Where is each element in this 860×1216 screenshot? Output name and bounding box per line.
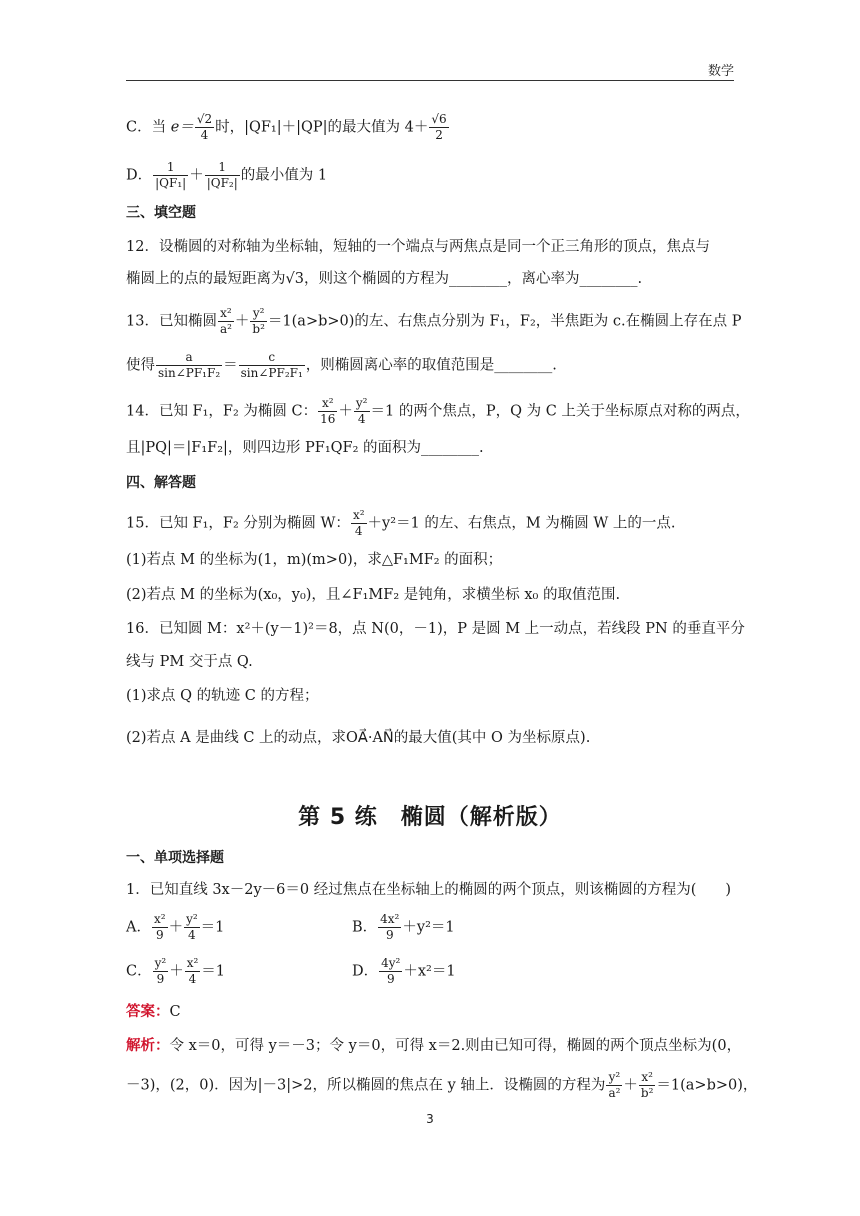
question-14-line-2: 且|PQ|＝|F₁F₂|，则四边形 PF₁QF₂ 的面积为________. [126,440,484,456]
section-heading-fill-in: 三、填空题 [126,205,196,221]
question-16-part-1: (1)求点 Q 的轨迹 C 的方程； [126,688,319,704]
answer-line [126,1002,181,1022]
option-b: B． $\frac{\text{4x²}}{9}$ ＋y²＝1 [352,912,455,942]
header-subject: 数学 [707,64,734,79]
option-d: D． $\frac{\text{4y²}}{9}$ ＋x²＝1 [352,956,456,986]
solution-line-1: 解析：令 x＝0，可得 y＝－3；令 y＝0，可得 x＝2.则由已知可得，椭圆的两个顶点坐标为(0， [126,1037,742,1054]
solution-label: 解析： [126,1037,170,1054]
answer-label: 答案： [126,1003,170,1020]
section-heading-answer: 四、解答题 [126,475,196,491]
option-c-line: C．当 e＝ $\frac{√2}{4}$ 时，|QF₁|＋|QP|的最大值为 4＋ $\frac{√6}{2}$ [126,112,447,142]
header-rule [126,80,734,81]
question-16-part-2: (2)若点 A 是曲线 C 上的动点，求OA⃗·AN⃗的最大值(其中 O 为坐标原点). [126,730,591,746]
option-d-line: D． $\frac{1}{\text{|QF₁|}}$ ＋ $\frac{1}{\text{|QF₂|}}$ 的最小值为 1 [126,160,328,190]
question-12-line-1: 12．设椭圆的对称轴为坐标轴，短轴的一个端点与两焦点是同一个正三角形的顶点，焦点与 [126,239,710,255]
question-16-line-2: 线与 PM 交于点 Q. [126,654,253,670]
answer-value: C [169,1004,181,1020]
question-13-line-2: 使得 $\frac{a}{\text{sin∠PF₁F₂}}$ ＝ $\frac{c}{\text{sin∠PF₂F₁}}$ ，则椭圆离心率的取值范围是________. [126,350,557,380]
page-number: 3 [426,1112,434,1126]
fraction: $\frac{1}{\text{|QF₂|}}$ [206,160,238,190]
question-15-part-2: (2)若点 M 的坐标为(x₀，y₀)，且∠F₁MF₂ 是钝角，求横坐标 x₀ 的取值范围. [126,587,621,603]
section-title: 第 5 练 椭圆（解析版） [298,805,562,830]
question-16-line-1: 16．已知圆 M：x²＋(y－1)²＝8，点 N(0，－1)，P 是圆 M 上一动点，若线段 PN 的垂直平分 [126,621,745,637]
option-a: A． $\frac{\text{x²}}{9}$ ＋ $\frac{\text{y²}}{4}$ ＝1 [126,912,225,942]
question-1-line: 1．已知直线 3x－2y－6＝0 经过焦点在坐标轴上的椭圆的两个顶点，则该椭圆的方程为( ) [126,882,732,898]
question-12-line-2: 椭圆上的点的最短距离为√3，则这个椭圆的方程为________，离心率为________. [126,271,643,287]
fraction: $\frac{√2}{4}$ [196,112,213,142]
section-heading-single-choice: 一、单项选择题 [126,850,224,866]
fraction: $\frac{1}{\text{|QF₁|}}$ [155,160,187,190]
question-15-line-1: 15．已知 F₁，F₂ 分别为椭圆 W： $\frac{\text{x²}}{4}$ ＋y²＝1 的左、右焦点，M 为椭圆 W 上的一点. [126,508,676,538]
question-13-line-1: 13．已知椭圆 $\frac{\text{x²}}{\text{a²}}$ ＋ $\frac{\text{y²}}{\text{b²}}$ ＝1(a>b>0)的左、右焦点分别为 F₁，F₂，半焦距为 c.在椭圆上存在点 P [126,306,742,336]
question-14-line-1: 14．已知 F₁，F₂ 为椭圆 C： $\frac{\text{x²}}{16}$ ＋ $\frac{\text{y²}}{4}$ ＝1 的两个焦点，P，Q 为 C 上关于坐标原点对称的两点， [126,396,750,426]
solution-line-2: －3)，(2，0)．因为|－3|>2，所以椭圆的焦点在 y 轴上．设椭圆的方程为 $\frac{\text{y²}}{\text{a²}}$ ＋ $\frac{\text{x²}}{\text{b²}}$ ＝1(a>b>0)， [126,1070,758,1100]
question-15-part-1: (1)若点 M 的坐标为(1，m)(m>0)，求△F₁MF₂ 的面积； [126,552,503,568]
fraction: $\frac{√6}{2}$ [431,112,447,142]
option-c: C． $\frac{\text{y²}}{9}$ ＋ $\frac{\text{x²}}{4}$ ＝1 [126,956,226,986]
